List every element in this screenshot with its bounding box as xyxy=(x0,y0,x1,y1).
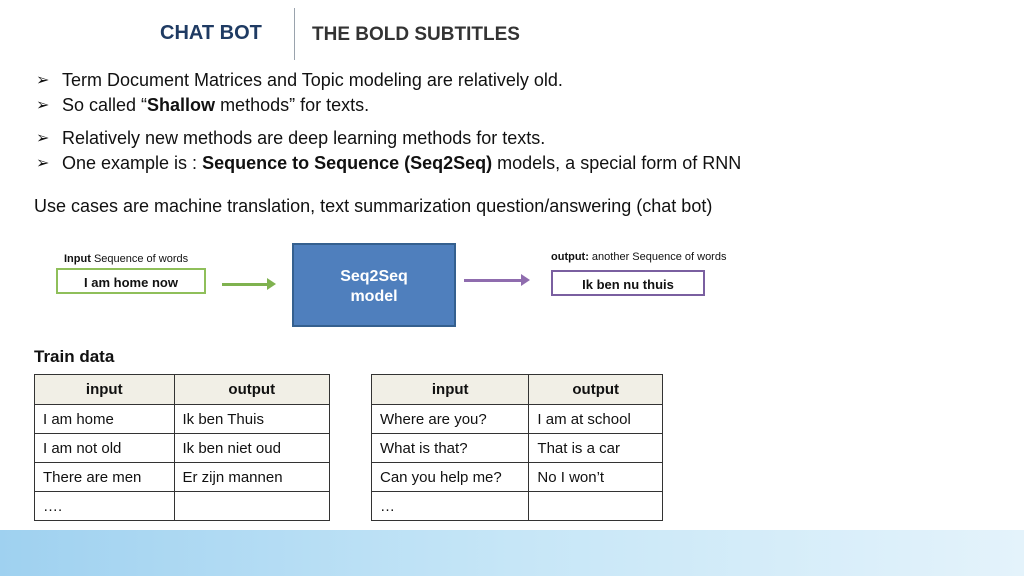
table-row xyxy=(35,463,330,492)
bullet-list xyxy=(34,68,934,176)
table-cell xyxy=(174,492,330,521)
use-cases-text: Use cases are machine translation, text summarization question/answering (chat bot) xyxy=(34,196,713,216)
table-header-cell: input xyxy=(35,375,175,405)
bullet-item xyxy=(34,93,934,118)
table-cell: That is a car xyxy=(529,434,663,463)
table-cell: Can you help me? xyxy=(372,463,529,492)
table-header-cell: output xyxy=(174,375,330,405)
train-data-title: Train data xyxy=(34,347,115,366)
table-header-row xyxy=(35,375,330,405)
model-label-line2: model xyxy=(350,288,398,305)
output-label-rest: another Sequence of words xyxy=(588,251,727,263)
bullet-item xyxy=(34,126,934,151)
table-cell: Ik ben Thuis xyxy=(174,405,330,434)
table-header-cell: input xyxy=(372,375,529,405)
table-row xyxy=(372,492,663,521)
train-table-1 xyxy=(34,374,330,521)
table-row xyxy=(35,405,330,434)
table-cell xyxy=(529,492,663,521)
arrow-bullet-icon: ➢ xyxy=(36,97,50,114)
table-cell: Where are you? xyxy=(372,405,529,434)
output-label xyxy=(551,251,726,263)
output-label-bold: output: xyxy=(551,251,589,263)
table-cell: … xyxy=(372,492,529,521)
table-row xyxy=(35,434,330,463)
arrow-bullet-icon: ➢ xyxy=(36,130,50,147)
slide-title: CHAT BOT xyxy=(160,22,262,44)
bullet-text: Relatively new methods are deep learning methods for texts. xyxy=(62,128,546,148)
table-cell: I am at school xyxy=(529,405,663,434)
table-header-row xyxy=(372,375,663,405)
train-table-2 xyxy=(371,374,663,521)
model-label-line1: Seq2Seq xyxy=(340,268,408,285)
table-cell: I am not old xyxy=(35,434,175,463)
bullet-text: Term Document Matrices and Topic modeling are relatively old. xyxy=(62,70,563,90)
input-arrow-icon xyxy=(222,283,268,286)
input-sequence-box: I am home now xyxy=(56,268,206,294)
bullet-text-pre: One example is : xyxy=(62,153,203,173)
bullet-text-post: models, a special form of RNN xyxy=(492,153,742,173)
input-label-rest: Sequence of words xyxy=(90,253,189,265)
table-cell: What is that? xyxy=(372,434,529,463)
table-row xyxy=(35,492,330,521)
input-label-bold: Input xyxy=(64,253,91,265)
bullet-item xyxy=(34,151,934,176)
table-row xyxy=(372,434,663,463)
footer-gradient-bar xyxy=(0,530,1024,576)
header-divider xyxy=(294,8,295,60)
table-cell: I am home xyxy=(35,405,175,434)
table-row xyxy=(372,463,663,492)
table-cell: …. xyxy=(35,492,175,521)
table-row xyxy=(372,405,663,434)
table-cell: Er zijn mannen xyxy=(174,463,330,492)
table-cell: There are men xyxy=(35,463,175,492)
arrow-bullet-icon: ➢ xyxy=(36,72,50,89)
output-arrow-icon xyxy=(464,279,522,282)
bullet-item xyxy=(34,68,934,93)
output-sequence-box: Ik ben nu thuis xyxy=(551,270,705,296)
bullet-text-bold: Shallow xyxy=(147,95,216,115)
table-cell: Ik ben niet oud xyxy=(174,434,330,463)
arrow-bullet-icon: ➢ xyxy=(36,155,50,172)
table-cell: No I won’t xyxy=(529,463,663,492)
slide-subtitle: THE BOLD SUBTITLES xyxy=(312,24,520,45)
bullet-text-pre: So called “ xyxy=(62,95,148,115)
input-label xyxy=(64,253,188,265)
seq2seq-model-box xyxy=(292,243,456,327)
table-header-cell: output xyxy=(529,375,663,405)
bullet-text-bold: Sequence to Sequence (Seq2Seq) xyxy=(202,153,493,173)
bullet-text-post: methods” for texts. xyxy=(215,95,370,115)
